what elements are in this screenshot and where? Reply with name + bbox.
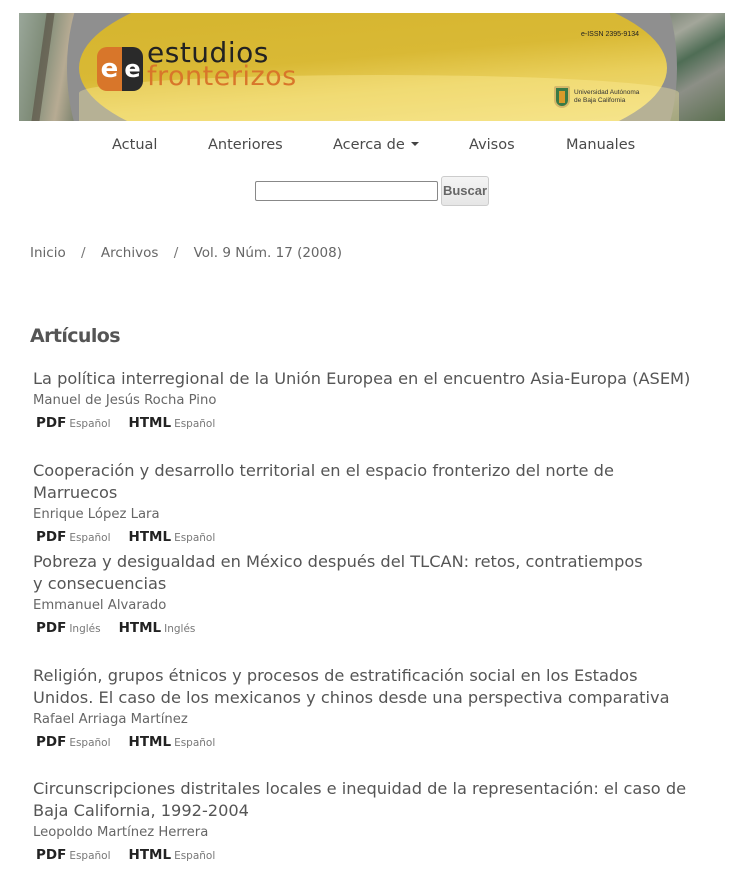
university-name-line-1: Universidad Autónoma	[574, 89, 640, 96]
galley-pdf-link[interactable]	[36, 412, 111, 434]
search-input[interactable]	[255, 181, 438, 201]
galley-language: Inglés	[69, 623, 101, 635]
journal-banner[interactable]	[19, 13, 725, 121]
galley-format: PDF	[36, 620, 67, 636]
galley-html-link[interactable]	[129, 526, 216, 548]
galley-pdf-link[interactable]	[36, 617, 101, 639]
galley-language: Español	[174, 532, 216, 544]
logo-line-2: fronterizos	[147, 61, 297, 92]
galley-language: Español	[69, 532, 111, 544]
galley-format: HTML	[128, 415, 172, 431]
article-title-link[interactable]: Religión, grupos étnicos y procesos de estratificación social en los Estados Unidos. El caso de los mexicanos y chinos desde una perspectiva comparativa	[33, 666, 670, 707]
journal-logo-icon	[97, 47, 143, 91]
university-shield-icon	[554, 86, 570, 108]
galley-html-link[interactable]	[129, 412, 216, 434]
breadcrumb-archivos[interactable]: Archivos	[100, 245, 159, 261]
logo-mark-dark: e	[122, 47, 143, 91]
breadcrumb-current: Vol. 9 Núm. 17 (2008)	[193, 245, 342, 261]
galley-language: Español	[69, 418, 111, 430]
galley-language: Español	[174, 850, 216, 862]
article-galleys	[33, 617, 653, 639]
article-item	[33, 778, 703, 866]
article-author: Emmanuel Alvarado	[33, 598, 167, 613]
galley-html-link[interactable]	[129, 731, 216, 753]
issn-label: e-ISSN 2395-9134	[581, 31, 639, 38]
galley-format: HTML	[128, 529, 172, 545]
logo-line-1: estudios	[147, 36, 269, 69]
article-author: Leopoldo Martínez Herrera	[33, 825, 209, 840]
nav-item-manuales[interactable]: Manuales	[566, 137, 636, 153]
article-author: Manuel de Jesús Rocha Pino	[33, 393, 217, 408]
article-galleys	[33, 526, 703, 548]
journal-logo-text	[147, 36, 297, 92]
article-author: Rafael Arriaga Martínez	[33, 712, 188, 727]
main-nav	[0, 137, 741, 157]
nav-item-actual[interactable]: Actual	[112, 137, 158, 153]
breadcrumb-separator: /	[173, 245, 179, 261]
nav-item-anteriores[interactable]: Anteriores	[208, 137, 283, 153]
nav-item-acerca-de[interactable]	[333, 137, 419, 153]
article-item	[33, 368, 703, 434]
article-item	[33, 460, 703, 548]
breadcrumb-inicio[interactable]: Inicio	[30, 245, 66, 261]
article-author: Enrique López Lara	[33, 507, 160, 522]
galley-format: PDF	[36, 847, 67, 863]
galley-format: HTML	[118, 620, 162, 636]
galley-language: Inglés	[164, 623, 196, 635]
nav-item-acerca-de-label: Acerca de	[333, 137, 405, 153]
article-galleys	[33, 412, 703, 434]
section-title: Artículos	[30, 325, 120, 347]
galley-pdf-link[interactable]	[36, 526, 111, 548]
logo-mark-orange: e	[97, 47, 122, 91]
galley-format: PDF	[36, 415, 67, 431]
galley-language: Español	[69, 850, 111, 862]
galley-language: Español	[174, 737, 216, 749]
search-button[interactable]: Buscar	[441, 176, 489, 206]
breadcrumb-separator: /	[81, 245, 86, 261]
university-name-line-2: de Baja California	[574, 97, 626, 104]
galley-html-link[interactable]	[119, 617, 196, 639]
article-title-link[interactable]: La política interregional de la Unión Europea en el encuentro Asia-Europa (ASEM)	[33, 369, 691, 388]
nav-item-avisos[interactable]: Avisos	[469, 137, 515, 153]
caret-down-icon	[411, 142, 419, 146]
article-item	[33, 665, 703, 753]
galley-pdf-link[interactable]	[36, 731, 111, 753]
university-logo	[554, 86, 639, 108]
breadcrumb	[30, 245, 342, 261]
article-galleys	[33, 844, 703, 866]
article-galleys	[33, 731, 703, 753]
galley-language: Español	[69, 737, 111, 749]
article-title-link[interactable]: Cooperación y desarrollo territorial en el espacio fronterizo del norte de Marruecos	[33, 461, 614, 502]
galley-format: PDF	[36, 529, 67, 545]
galley-language: Español	[174, 418, 216, 430]
galley-format: HTML	[128, 734, 172, 750]
galley-format: HTML	[128, 847, 172, 863]
galley-html-link[interactable]	[129, 844, 216, 866]
galley-pdf-link[interactable]	[36, 844, 111, 866]
article-title-link[interactable]: Circunscripciones distritales locales e inequidad de la representación: el caso de Baja California, 1992-2004	[33, 779, 687, 820]
galley-format: PDF	[36, 734, 67, 750]
article-item	[33, 551, 653, 639]
article-title-link[interactable]: Pobreza y desigualdad en México después del TLCAN: retos, contratiempos y consecuencias	[33, 552, 643, 593]
